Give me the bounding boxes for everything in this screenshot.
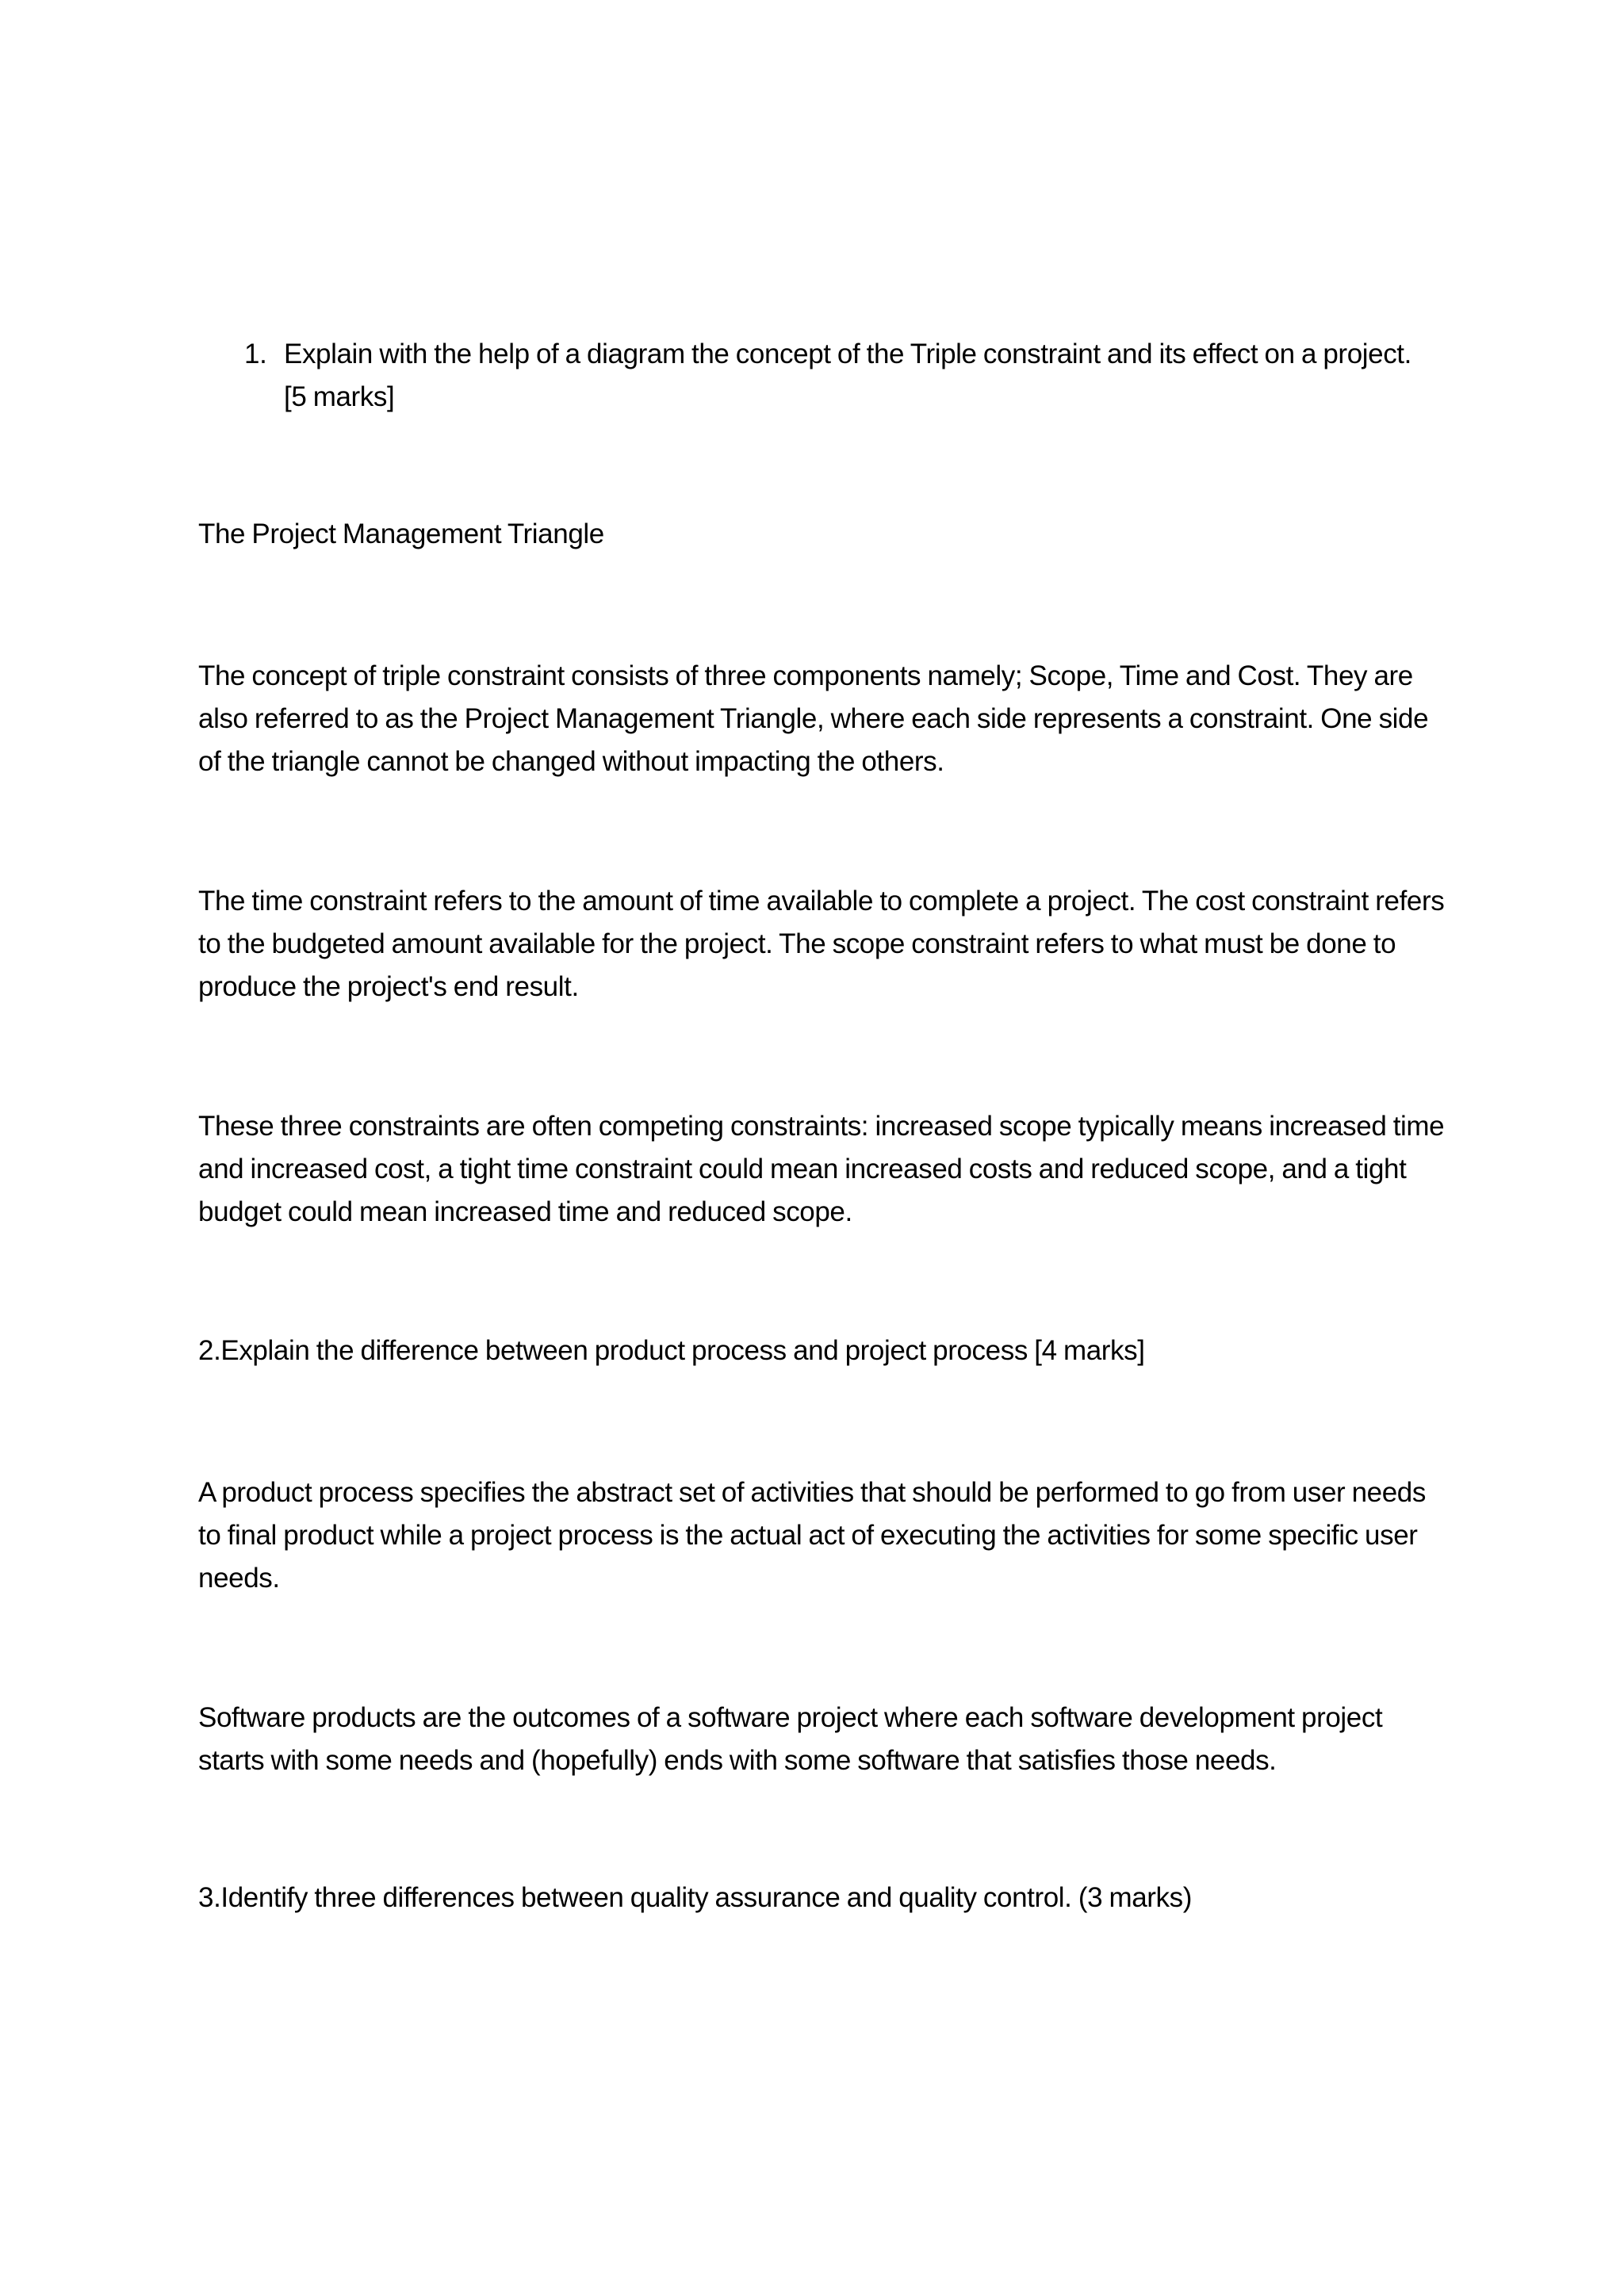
paragraph-competing-constraints: These three constraints are often competing constraints: increased scope typically means increased time and increased cost, a tight time constraint could mean increased costs and reduced scope, and a tight budget could mean increased time and reduced scope. bbox=[198, 1111, 1445, 1227]
question-3: 3.Identify three differences between quality assurance and quality control. (3 marks) bbox=[198, 1882, 1192, 1913]
paragraph-product-process: A product process specifies the abstract set of activities that should be performed to go from user needs to final product while a project process is the actual act of executing the activities for some specific user needs. bbox=[198, 1477, 1426, 1594]
paragraph-triple-constraint: The concept of triple constraint consists of three components namely; Scope, Time and Cost. They are also referred to as the Project Management Triangle, where each side represents a constraint. One side of the triangle cannot be changed without impacting the others. bbox=[198, 660, 1429, 777]
question-1-text: Explain with the help of a diagram the concept of the Triple constraint and its effect on a project. [5 marks] bbox=[284, 339, 1411, 412]
paragraph-constraint-definitions: The time constraint refers to the amount of time available to complete a project. The cost constraint refers to the budgeted amount available for the project. The scope constraint refers to what must be done to produce the project's end result. bbox=[198, 886, 1445, 1002]
question-1-number: 1. bbox=[244, 339, 267, 369]
question-1 bbox=[198, 333, 1451, 419]
paragraph-software-products: Software products are the outcomes of a software project where each software development project starts with some needs and (hopefully) ends with some software that satisfies those needs. bbox=[198, 1702, 1383, 1776]
section-heading: The Project Management Triangle bbox=[198, 519, 604, 549]
question-2: 2.Explain the difference between product process and project process [4 marks] bbox=[198, 1335, 1145, 1366]
